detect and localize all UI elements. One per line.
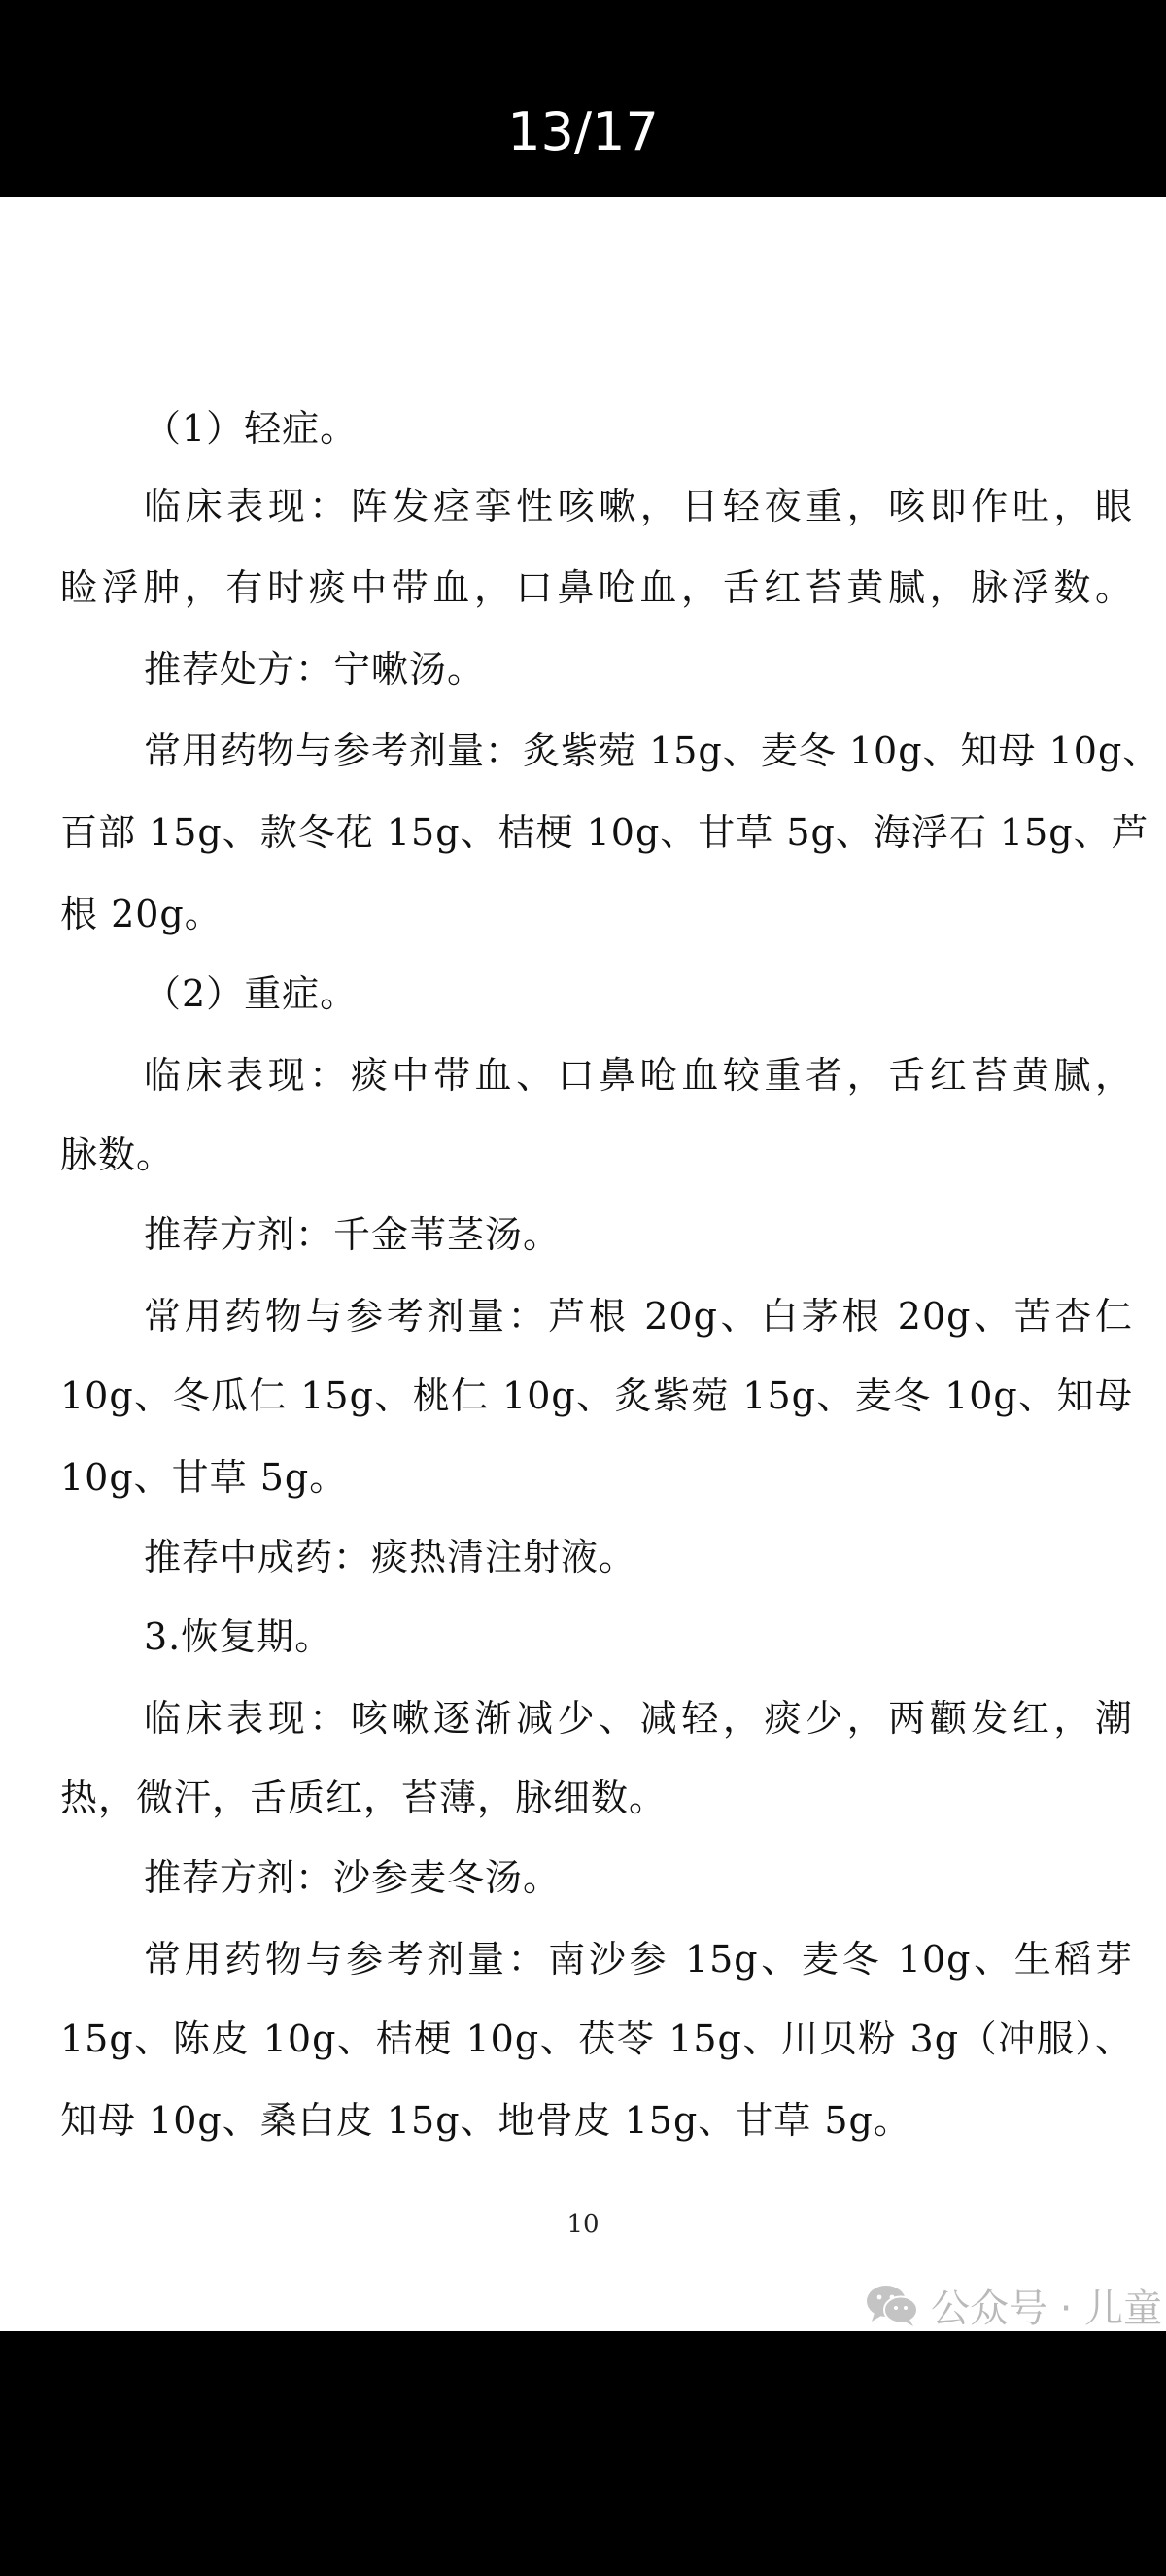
text-line: 推荐处方：宁嗽汤。: [144, 648, 486, 691]
document-page[interactable]: [0, 197, 1166, 2331]
text-line: 10g、冬瓜仁 15g、桃仁 10g、炙紫菀 15g、麦冬 10g、知母: [60, 1374, 1133, 1417]
viewer-bottom-bar: [0, 2331, 1166, 2576]
text-line: 热，微汗，舌质红，苔薄，脉细数。: [60, 1777, 668, 1819]
text-line: 常用药物与参考剂量：芦根 20g、白茅根 20g、苦杏仁: [144, 1295, 1133, 1338]
text-line: 常用药物与参考剂量：炙紫菀 15g、麦冬 10g、知母 10g、: [144, 729, 1161, 772]
text-line: 常用药物与参考剂量：南沙参 15g、麦冬 10g、生稻芽: [144, 1938, 1133, 1981]
text-line: 15g、陈皮 10g、桔梗 10g、茯苓 15g、川贝粉 3g（冲服）、: [60, 2017, 1133, 2060]
wechat-icon: [863, 2281, 921, 2329]
section-heading-recovery: 3.恢复期。: [144, 1615, 333, 1658]
text-line: 推荐中成药：痰热清注射液。: [144, 1536, 637, 1578]
text-line: 知母 10g、桑白皮 15g、地骨皮 15g、甘草 5g。: [60, 2099, 911, 2142]
text-line: 10g、甘草 5g。: [60, 1456, 348, 1499]
watermark: [863, 2276, 1162, 2331]
text-line: 睑浮肿，有时痰中带血，口鼻呛血，舌红苔黄腻，脉浮数。: [60, 566, 1133, 609]
viewer-top-bar: [0, 0, 1166, 197]
text-line: 推荐方剂：沙参麦冬汤。: [144, 1856, 562, 1899]
section-heading-mild: （1）轻症。: [144, 407, 359, 450]
text-line: 根 20g。: [60, 893, 223, 935]
page-counter: 13/17: [507, 101, 659, 162]
text-line: 推荐方剂：千金苇茎汤。: [144, 1213, 562, 1256]
text-line: 脉数。: [60, 1134, 175, 1176]
page-number: 10: [566, 2210, 600, 2239]
text-line: 百部 15g、款冬花 15g、桔梗 10g、甘草 5g、海浮石 15g、芦: [60, 811, 1149, 854]
text-line: 临床表现：痰中带血、口鼻呛血较重者，舌红苔黄腻，: [144, 1054, 1133, 1097]
section-heading-severe: （2）重症。: [144, 972, 359, 1015]
text-line: 临床表现：阵发痉挛性咳嗽，日轻夜重，咳即作吐，眼: [144, 485, 1133, 527]
watermark-text: 公众号 · 儿童: [931, 2286, 1163, 2331]
text-line: 临床表现：咳嗽逐渐减少、减轻，痰少，两颧发红，潮: [144, 1697, 1133, 1740]
